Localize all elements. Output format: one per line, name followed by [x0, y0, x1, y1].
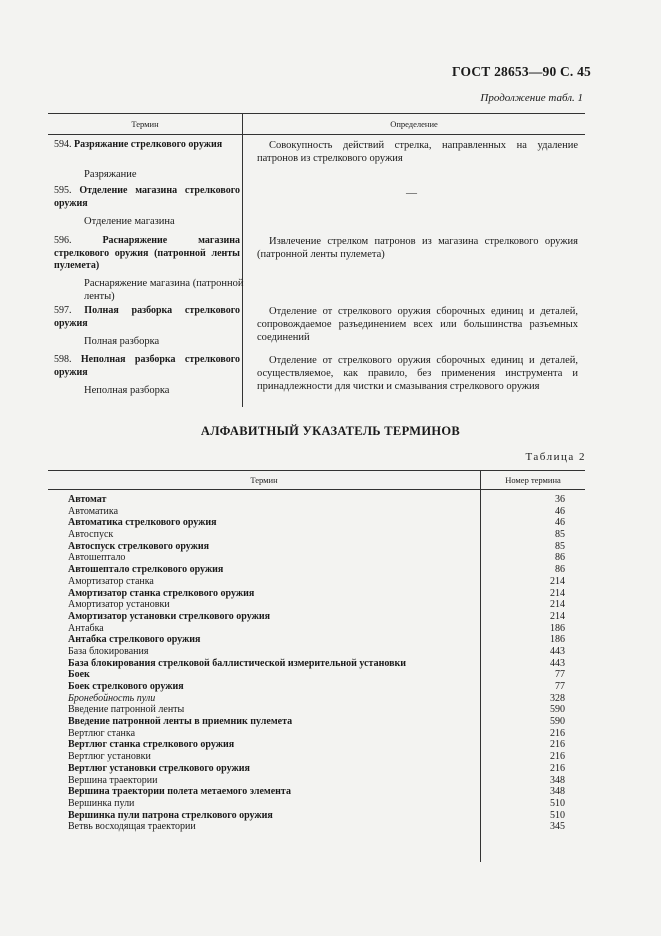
- table-row: [48, 529, 585, 541]
- table-row: [48, 611, 585, 623]
- term-entry: 595. Отделение магазина стрелкового оружия: [54, 185, 241, 209]
- term-definition: Отделение от стрелкового оружия сборочных единиц и деталей, осуществляемое, как правило, без применения инструмента и принадлежности для чистки и смазывания стрелкового оружия: [257, 355, 578, 392]
- index-term-number: 216: [550, 739, 565, 751]
- table-row: [48, 588, 585, 600]
- table-row: [48, 716, 585, 728]
- term-synonym: Раснаряжение магазина (патронной ленты): [84, 278, 244, 302]
- index-term: Вертлюг станка стрелкового оружия: [68, 739, 235, 751]
- index-term: Введение патронной ленты: [68, 704, 185, 716]
- term-definition: Отделение от стрелкового оружия сборочных единиц и деталей, сопровождаемое разъединением всех или большинства разъемных соединений: [257, 306, 578, 343]
- section-title: АЛФАВИТНЫЙ УКАЗАТЕЛЬ ТЕРМИНОВ: [200, 424, 461, 438]
- index-term-number: 214: [550, 610, 565, 622]
- index-term-number: 590: [550, 716, 565, 728]
- col-number-header: Номер термина: [505, 475, 561, 485]
- index-term-number: 85: [555, 529, 565, 541]
- index-term-number: 186: [550, 634, 565, 646]
- table-row: [48, 763, 585, 775]
- index-term-number: 348: [550, 786, 565, 798]
- index-term-number: 214: [550, 599, 565, 611]
- index-term: Введение патронной ленты в приемник пулемета: [68, 716, 293, 728]
- table-row: [48, 599, 585, 611]
- index-term: Антабка стрелкового оружия: [68, 634, 201, 646]
- table-row: [48, 786, 585, 798]
- table-row: [48, 634, 585, 646]
- index-term-number: 186: [550, 622, 565, 634]
- table-row: [48, 798, 585, 810]
- table-row: [48, 728, 585, 740]
- table-row: [48, 541, 585, 553]
- index-term-number: 216: [550, 762, 565, 774]
- index-term: Вершина траектории: [68, 774, 158, 786]
- table-label: Таблица 2: [525, 451, 586, 463]
- index-term: Автоспуск стрелкового оружия: [68, 540, 210, 552]
- index-term-number: 46: [555, 505, 565, 517]
- term-definition: Извлечение стрелком патронов из магазина стрелкового оружия (патронной ленты пулемета): [257, 236, 578, 260]
- index-term: Автоматика стрелкового оружия: [68, 517, 217, 529]
- table-row: [48, 576, 585, 588]
- index-term-number: 77: [555, 669, 565, 681]
- table-row: [48, 739, 585, 751]
- index-term-number: 510: [550, 809, 565, 821]
- term-synonym: Разряжание: [84, 169, 137, 180]
- table-row: [48, 775, 585, 787]
- terms-table: [48, 113, 585, 407]
- terms-table-body: [48, 135, 585, 407]
- index-term-number: 85: [555, 540, 565, 552]
- index-term: Вертлюг установки: [68, 751, 151, 763]
- index-term-number: 216: [550, 727, 565, 739]
- index-term-number: 443: [550, 645, 565, 657]
- index-term: Ветвь восходящая траектории: [68, 821, 196, 833]
- terms-table-header: [48, 113, 585, 135]
- index-term: Амортизатор установки стрелкового оружия: [68, 610, 271, 622]
- term-entry: 594. Разряжание стрелкового оружия: [54, 139, 223, 150]
- index-term-number: 36: [555, 494, 565, 505]
- table-row: [48, 623, 585, 635]
- index-term: Автошептало: [68, 552, 126, 564]
- table-row: [48, 669, 585, 681]
- index-term-number: 216: [550, 751, 565, 763]
- table-row: [48, 506, 585, 518]
- term-entry: 596. Раснаряжение магазина стрелкового оружия (патронной ленты пулемета): [54, 235, 240, 271]
- table-row: [48, 751, 585, 763]
- term-synonym: Неполная разборка: [84, 385, 170, 396]
- table-row: [48, 564, 585, 576]
- term-synonym: Отделение магазина: [84, 216, 175, 227]
- term-synonym: Полная разборка: [84, 336, 160, 347]
- term-entry: 598. Неполная разборка стрелкового оружия: [54, 354, 240, 378]
- index-term: Вершина траектории полета метаемого элемента: [68, 786, 291, 798]
- index-term: Боек: [68, 669, 90, 681]
- index-term: База блокирования стрелковой баллистической измерительной установки: [68, 657, 407, 669]
- index-term-number: 328: [550, 692, 565, 704]
- index-term-number: 86: [555, 552, 565, 564]
- index-term: Автомат: [68, 494, 107, 505]
- index-term: База блокирования: [68, 645, 149, 657]
- col-term-header: Термин: [48, 471, 481, 489]
- table-row: [48, 821, 585, 833]
- index-term-number: 443: [550, 657, 565, 669]
- index-term: Автошептало стрелкового оружия: [68, 564, 224, 576]
- index-table-body: [48, 490, 585, 833]
- index-term: Вершинка пули: [68, 797, 135, 809]
- continuation-note: Продолжение табл. 1: [480, 92, 583, 104]
- index-term: Антабка: [68, 622, 104, 634]
- index-term: Вертлюг установки стрелкового оружия: [68, 762, 250, 774]
- term-entry: 597. Полная разборка стрелкового оружия: [54, 305, 241, 329]
- table-row: [48, 704, 585, 716]
- table-row: [48, 517, 585, 529]
- term-definition: Совокупность действий стрелка, направленных на удаление патронов из стрелкового оружия: [257, 140, 578, 164]
- index-term-number: 510: [550, 797, 565, 809]
- table-row: [48, 681, 585, 693]
- index-term: Амортизатор установки: [68, 599, 170, 611]
- index-term: Боек стрелкового оружия: [68, 681, 184, 692]
- term-definition: —: [406, 187, 417, 199]
- index-term-number: 214: [550, 575, 565, 587]
- table-row: [48, 552, 585, 564]
- table-row: [48, 693, 585, 705]
- index-term-number: 214: [550, 587, 565, 599]
- index-term-number: 86: [555, 564, 565, 576]
- table-row: [48, 810, 585, 822]
- table-row: [48, 494, 585, 506]
- index-term: Автоматика: [68, 505, 119, 517]
- table-row: [48, 646, 585, 658]
- page-header: ГОСТ 28653—90 С. 45: [452, 64, 591, 79]
- col-term-header: Термин: [48, 114, 243, 134]
- col-definition-header: Определение: [390, 119, 438, 129]
- table-row: [48, 658, 585, 670]
- index-table-header: [48, 470, 585, 490]
- index-term-number: 590: [550, 704, 565, 716]
- index-term-number: 46: [555, 517, 565, 529]
- index-term-number: 345: [550, 821, 565, 833]
- index-table: [48, 470, 585, 833]
- index-term-number: 77: [555, 681, 565, 692]
- index-term: Вершинка пули патрона стрелкового оружия: [68, 809, 273, 821]
- index-term: Бронебойность пули: [68, 692, 156, 704]
- index-term: Автоспуск: [68, 529, 114, 541]
- index-term: Амортизатор станка: [68, 575, 154, 587]
- index-term-number: 348: [550, 774, 565, 786]
- index-term: Амортизатор станка стрелкового оружия: [68, 587, 255, 599]
- index-term: Вертлюг станка: [68, 727, 136, 739]
